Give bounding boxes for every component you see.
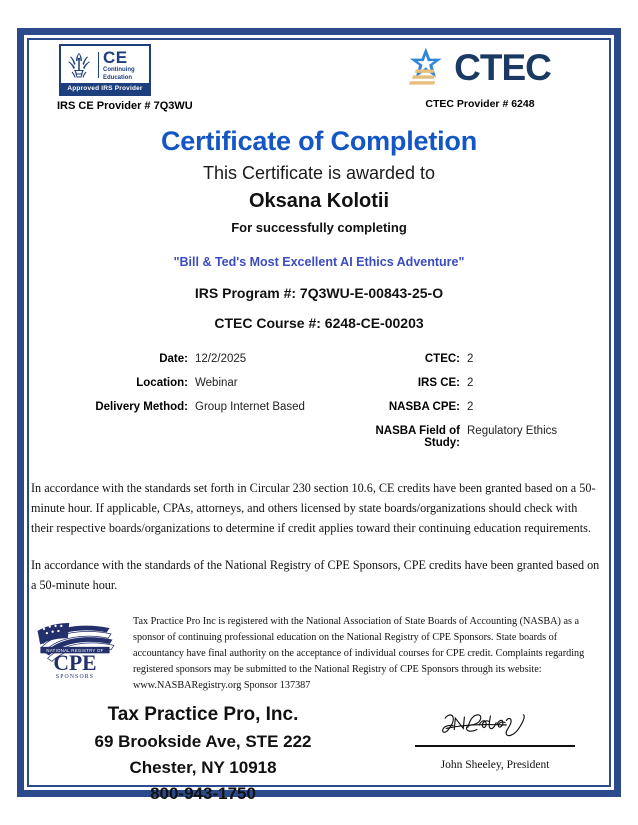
nasba-sponsor-text: Tax Practice Pro Inc is registered with the National Association of State Boards of Accounting (NASBA) as a sponsor of continuing professional education on the National Registry of CPE Sponsors. State boards of accountancy have final authority on the acceptance of individual courses for CPE credit. Complaints regarding registered sponsors may be submitted to the National Registry of CPE Sponsors through its website: www.NASBARegistry.org Sponsor 137387 [133,615,585,692]
detail-value-delivery-method: Group Internet Based [195,401,305,413]
irs-provider-number: IRS CE Provider # 7Q3WU [57,100,193,112]
detail-label-delivery-method: Delivery Method: [95,401,188,413]
svg-text:CPE: CPE [53,650,97,675]
ctec-course-number: CTEC Course #: 6248-CE-00203 [214,315,424,331]
signature-block [379,700,611,804]
course-details-grid [27,353,611,449]
recipient-name: Oksana Kolotii [248,190,390,212]
detail-value-ctec: 2 [467,353,474,365]
irs-approved-banner: Approved IRS Provider [61,83,149,95]
svg-text:NATIONAL REGISTRY OF: NATIONAL REGISTRY OF [46,647,104,653]
ctec-provider-number: CTEC Provider # 6248 [425,98,535,110]
cpe-registry-paragraph: In accordance with the standards of the National Registry of CPE Sponsors, CPE credits have been granted based on a 50-minute hour. [31,558,600,593]
detail-label-nasba-field-of-study: NASBA Field of Study: [375,425,460,449]
handwritten-signature-icon [436,708,554,742]
detail-value-irs-ce: 2 [467,377,474,389]
detail-value-nasba-field-of-study: Regulatory Ethics [467,425,558,437]
detail-label-location: Location: [136,377,188,389]
detail-label-ctec: CTEC: [424,353,460,365]
company-address-line-1: 69 Brookside Ave, STE 222 [94,732,312,752]
ctec-provider-block [375,46,585,110]
detail-value-location: Webinar [195,377,238,389]
company-name: Tax Practice Pro, Inc. [107,704,299,726]
ctec-wordmark: CTEC [454,46,551,88]
signature-line [415,745,575,747]
for-completing-label: For successfully completing [231,220,407,235]
certificate-footer [27,700,611,804]
awarded-to-label: This Certificate is awarded to [202,163,436,183]
irs-ce-logo [59,44,151,96]
signatory-name: John Sheeley, President [440,758,550,771]
detail-label-date: Date: [159,353,188,365]
irs-ce-provider-block [57,44,257,112]
nasba-sponsor-block [27,614,611,695]
irs-ce-sub-line2: Education [103,74,133,81]
circular-230-paragraph: In accordance with the standards set forth in Circular 230 section 10.6, CE credits have been granted based on a 50-minute hour. If applicable, CPAs, attorneys, and others licensed by state boards/organizations should check with their respective boards/organizations to determine if credit applies toward their continuing education requirements. [31,481,596,535]
irs-ce-sub-line1: Continuing [103,66,135,73]
irs-eagle-icon [64,50,94,80]
irs-ce-abbrev: CE [103,47,128,67]
company-phone: 800-943-1750 [150,784,256,804]
detail-label-nasba-cpe: NASBA CPE: [388,401,460,413]
cpe-sponsors-icon [31,618,119,680]
irs-logo-divider [98,52,99,78]
page-title: Certificate of Completion [160,126,478,156]
svg-text:SPONSORS: SPONSORS [55,673,95,680]
ctec-star-icon [409,46,451,88]
detail-label-irs-ce: IRS CE: [417,377,460,389]
company-address-block [27,700,379,804]
course-title: "Bill & Ted's Most Excellent AI Ethics Adventure" [173,255,465,269]
detail-value-nasba-cpe: 2 [467,401,474,413]
certificate-header [27,38,611,120]
certificate-content [27,38,611,804]
detail-value-date: 12/2/2025 [195,353,247,365]
company-address-line-2: Chester, NY 10918 [129,758,277,778]
irs-program-number: IRS Program #: 7Q3WU-E-00843-25-O [194,285,444,301]
